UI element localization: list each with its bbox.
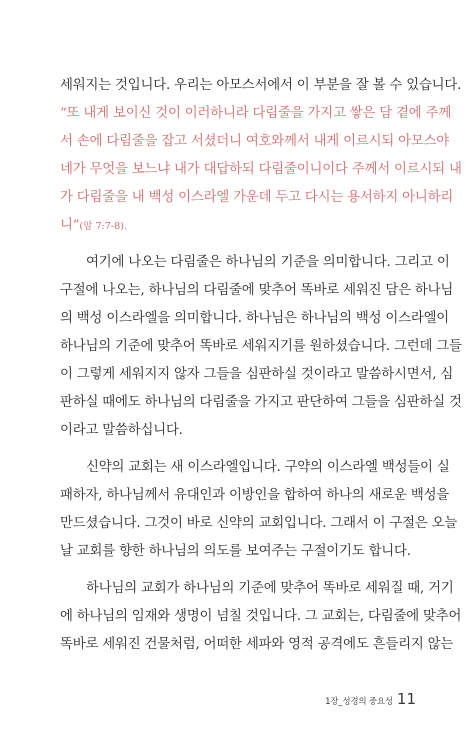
text-line: 여기에 나오는 다림줄은 하나님의 기준을 의미합니다. 그리고 이 bbox=[86, 255, 450, 270]
text-line: 에 하나님의 임재와 생명이 넘칠 것입니다. 그 교회는, 다림줄에 맞추어 bbox=[60, 609, 462, 624]
paragraph-new-israel bbox=[60, 454, 458, 566]
text-line: 세워지는 것입니다. 우리는 아모스서에서 이 부분을 잘 볼 수 있습니다. bbox=[60, 78, 462, 93]
paragraph-amos-quote bbox=[60, 72, 462, 240]
chapter-title: 1장_성경의 중요성 bbox=[325, 697, 393, 707]
page-footer bbox=[325, 690, 416, 710]
quote-line bbox=[60, 212, 417, 240]
text-line: 하나님의 기준에 맞추어 똑바로 세워지기를 원하셨습니다. 그런데 그들 bbox=[60, 339, 462, 354]
text-line: 만드셨습니다. 그것이 바로 신약의 교회입니다. 그래서 이 구절은 오늘 bbox=[60, 516, 458, 531]
scripture-quote bbox=[60, 100, 462, 240]
text-line: 이라고 말씀하십니다. bbox=[60, 423, 183, 438]
text-line: 날 교회를 향한 하나님의 의도를 보여주는 구절이기도 합니다. bbox=[60, 544, 411, 559]
paragraph-plumb-line-meaning bbox=[60, 249, 462, 445]
quote-line: 서 손에 다림줄을 잡고 서셨더니 여호와께서 내게 이르시되 아모스야 bbox=[60, 134, 450, 149]
quote-line: “또 내게 보이신 것이 이러하니라 다림줄을 가지고 쌓은 담 곁에 주께 bbox=[60, 106, 452, 121]
text-line: 구절에 나오는, 하나님의 다림줄에 맞추어 똑바로 세워진 담은 하나님 bbox=[60, 283, 454, 298]
text-line: 판하실 때에도 하나님의 다림줄을 가지고 판단하여 그들을 심판하실 것 bbox=[60, 395, 462, 410]
quote-end: 니” bbox=[60, 218, 80, 233]
quote-line: 네가 무엇을 보느냐 내가 대답하되 다림줄이니이다 주께서 이르시되 내 bbox=[60, 162, 462, 177]
quote-line: 가 다림줄을 내 백성 이스라엘 가운데 두고 다시는 용서하지 아니하리 bbox=[60, 190, 454, 205]
paragraph-church-standard bbox=[60, 575, 462, 659]
text-line: 신약의 교회는 새 이스라엘입니다. 구약의 이스라엘 백성들이 실 bbox=[86, 460, 450, 475]
page-number: 11 bbox=[396, 690, 416, 708]
text-line: 패하자, 하나님께서 유대인과 이방인을 합하여 하나의 새로운 백성을 bbox=[60, 488, 450, 503]
text-line: 하나님의 교회가 하나님의 기준에 맞추어 똑바로 세워질 때, 거기 bbox=[86, 581, 454, 596]
scripture-citation: (암 7:7-8). bbox=[79, 221, 128, 232]
text-line: 이 그렇게 세워지지 않자 그들을 심판하실 것이라고 말씀하시면서, 심 bbox=[60, 367, 454, 382]
text-line: 의 백성 이스라엘을 의미합니다. 하나님은 하나님의 백성 이스라엘이 bbox=[60, 311, 450, 326]
text-line: 똑바로 세워진 건물처럼, 어떠한 세파와 영적 공격에도 흔들리지 않는 bbox=[60, 637, 454, 652]
